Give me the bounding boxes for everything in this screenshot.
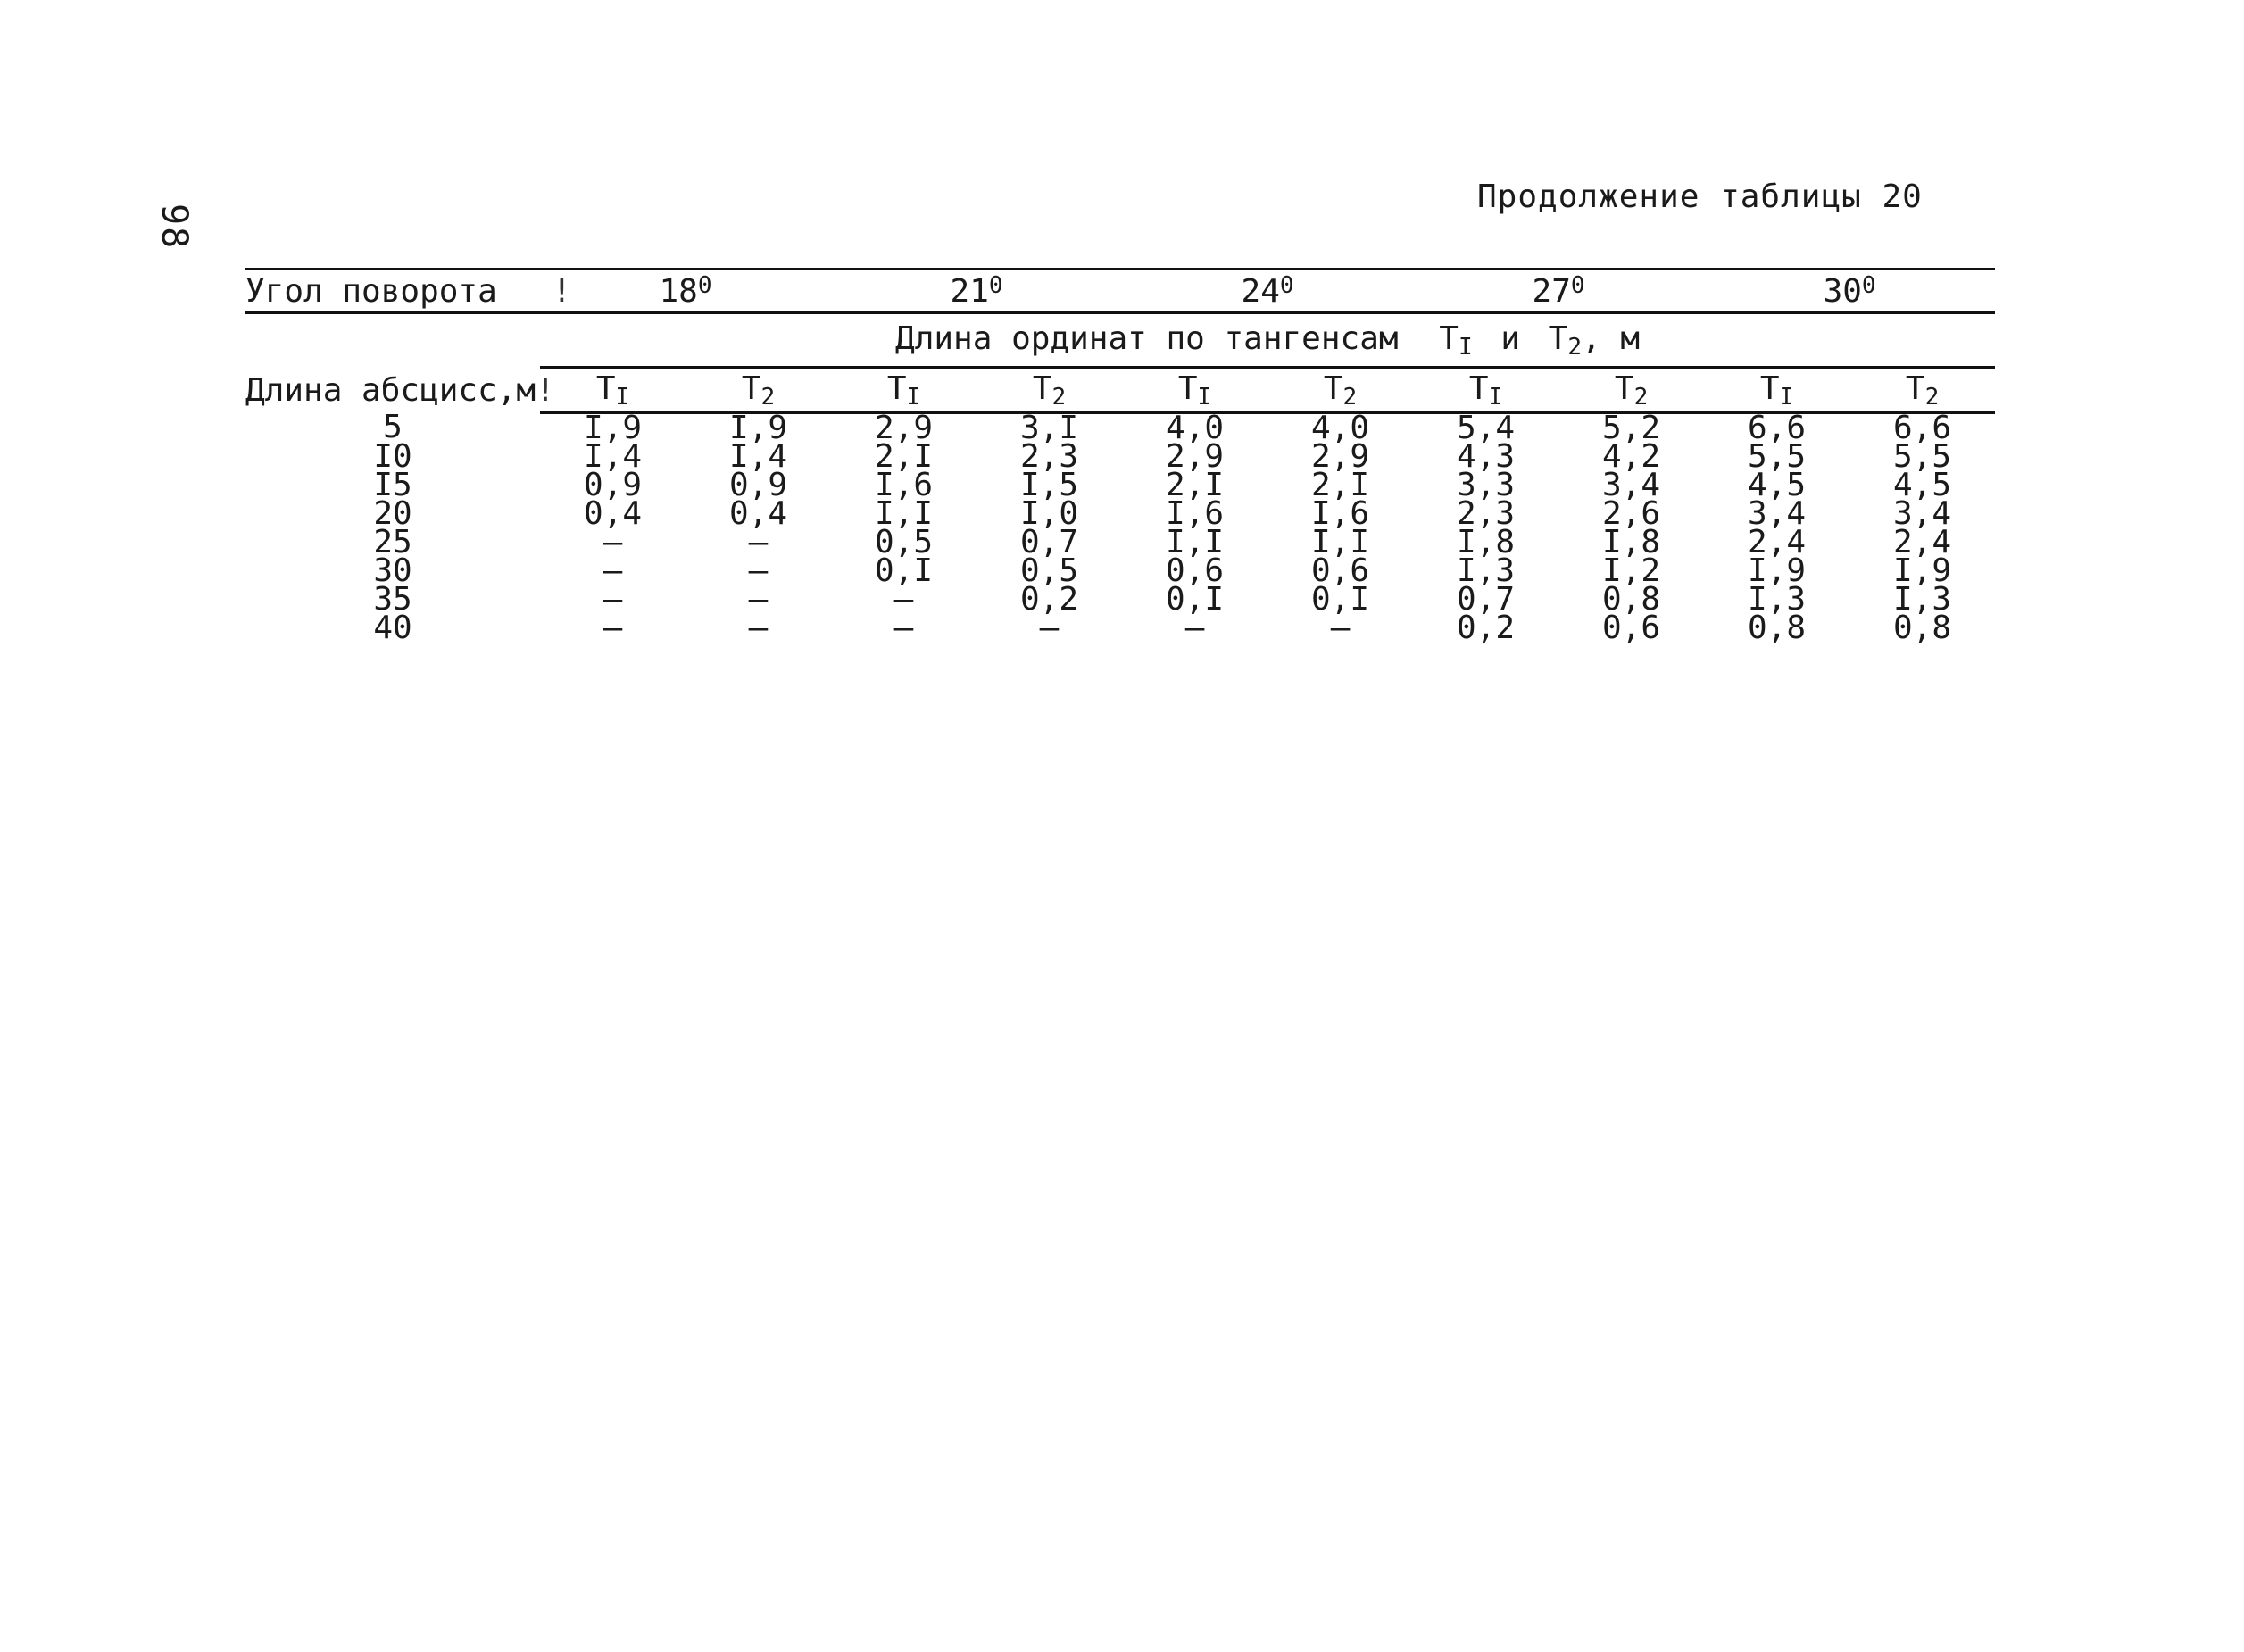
abscissa-cell: 30 <box>373 552 412 589</box>
tangent-header: $T_I$ <box>1122 368 1267 413</box>
value-cell: I,3 <box>1457 552 1516 589</box>
value-cell: – <box>1039 610 1060 646</box>
value-cell: 0,6 <box>1166 552 1225 589</box>
value-cell: 6,6 <box>1893 410 1952 446</box>
value-cell: 2,I <box>1311 467 1370 503</box>
angle-header-27 <box>1413 270 1704 313</box>
page-number: 98 <box>154 203 195 251</box>
table-row <box>245 614 1995 643</box>
table-row <box>245 528 1995 557</box>
angle-value: 18 <box>659 273 698 310</box>
value-cell: I,3 <box>1893 581 1952 618</box>
x-axis-label: Длина абсцисс,м <box>245 371 536 409</box>
value-cell: 2,3 <box>1020 438 1079 475</box>
value-cell: I,0 <box>1020 495 1079 532</box>
header-angle-row <box>245 270 1995 313</box>
angle-header-21 <box>831 270 1122 313</box>
span-title: Длина ординат по тангенсам <box>895 320 1399 357</box>
span-unit: , м <box>1582 320 1641 357</box>
abscissa-cell: 5 <box>383 409 403 446</box>
value-cell: 4,3 <box>1457 438 1516 475</box>
table-row <box>245 413 1995 444</box>
value-cell: 0,8 <box>1893 610 1952 646</box>
value-cell: I,5 <box>1020 467 1079 503</box>
value-cell: I,6 <box>1311 495 1370 532</box>
value-cell: – <box>603 610 623 646</box>
tangent-header: $T_I$ <box>1704 368 1849 413</box>
tangent-header: $T_2$ <box>1849 368 1995 413</box>
value-cell: I,I <box>1311 524 1370 560</box>
value-cell: 0,7 <box>1457 581 1516 618</box>
value-cell: 3,3 <box>1457 467 1516 503</box>
table-row <box>245 443 1995 471</box>
value-cell: 0,8 <box>1602 581 1661 618</box>
value-cell: 3,I <box>1020 410 1079 446</box>
value-cell: 2,3 <box>1457 495 1516 532</box>
value-cell: 5,2 <box>1602 410 1661 446</box>
value-cell: 0,6 <box>1311 552 1370 589</box>
value-cell: 0,2 <box>1020 581 1079 618</box>
abscissa-cell: 40 <box>373 610 412 646</box>
table-row <box>245 500 1995 528</box>
value-cell: 2,I <box>875 438 934 475</box>
value-cell: 0,5 <box>1020 552 1079 589</box>
value-cell: 4,5 <box>1748 467 1807 503</box>
tangent-header: $T_I$ <box>831 368 977 413</box>
header-row-label: Угол поворота <box>245 272 497 310</box>
abscissa-cell: I0 <box>373 438 412 475</box>
value-cell: 0,I <box>1166 581 1225 618</box>
value-cell: I,6 <box>1166 495 1225 532</box>
value-cell: I,8 <box>1457 524 1516 560</box>
value-cell: – <box>603 524 623 560</box>
angle-value: 30 <box>1823 273 1862 310</box>
value-cell: 0,9 <box>728 467 788 503</box>
table-caption: Продолжение таблицы 20 <box>1477 178 1923 215</box>
span-and: и <box>1500 320 1520 357</box>
abscissa-cell: 35 <box>373 581 412 618</box>
value-cell: 6,6 <box>1748 410 1807 446</box>
degree-sign: 0 <box>988 272 1003 299</box>
value-cell: 0,4 <box>728 495 788 532</box>
separator: ! <box>536 371 555 409</box>
abscissa-cell: I5 <box>373 467 412 503</box>
value-cell: I,9 <box>728 410 788 446</box>
value-cell: I,I <box>875 495 934 532</box>
value-cell: 3,4 <box>1893 495 1952 532</box>
value-cell: – <box>1330 610 1351 646</box>
value-cell: – <box>748 610 769 646</box>
header-row-label-cell <box>245 270 572 313</box>
data-table-container <box>245 268 1995 646</box>
x-label-cell <box>245 368 555 413</box>
value-cell: 0,6 <box>1602 610 1661 646</box>
degree-sign: 0 <box>1861 272 1876 299</box>
header-span-row <box>245 313 1995 368</box>
table-body <box>245 409 1995 646</box>
value-cell: – <box>748 552 769 589</box>
value-cell: 4,2 <box>1602 438 1661 475</box>
value-cell: 4,0 <box>1166 410 1225 446</box>
abscissa-cell: 25 <box>373 524 412 560</box>
separator: ! <box>552 272 572 310</box>
value-cell: I,9 <box>1893 552 1952 589</box>
value-cell: 4,5 <box>1893 467 1952 503</box>
value-cell: – <box>748 524 769 560</box>
value-cell: 0,8 <box>1748 610 1807 646</box>
value-cell: – <box>1184 610 1205 646</box>
value-cell: I,I <box>1166 524 1225 560</box>
table-row <box>245 585 1995 614</box>
value-cell: 5,5 <box>1893 438 1952 475</box>
angle-value: 24 <box>1241 273 1280 310</box>
value-cell: I,4 <box>728 438 788 475</box>
value-cell: – <box>603 552 623 589</box>
table-row <box>245 471 1995 500</box>
tangent-header: $T_2$ <box>1267 368 1413 413</box>
value-cell: 5,5 <box>1748 438 1807 475</box>
value-cell: 0,2 <box>1457 610 1516 646</box>
value-cell: I,8 <box>1602 524 1661 560</box>
value-cell: 3,4 <box>1602 467 1661 503</box>
value-cell: 2,6 <box>1602 495 1661 532</box>
value-cell: 5,4 <box>1457 410 1516 446</box>
value-cell: 0,9 <box>583 467 643 503</box>
tangent-header: $T_2$ <box>1558 368 1704 413</box>
empty-cell <box>245 313 540 368</box>
degree-sign: 0 <box>1279 272 1294 299</box>
angle-value: 21 <box>950 273 989 310</box>
table-row <box>245 557 1995 585</box>
value-cell: 3,4 <box>1748 495 1807 532</box>
value-cell: 0,I <box>1311 581 1370 618</box>
value-cell: – <box>603 581 623 618</box>
degree-sign: 0 <box>1570 272 1585 299</box>
angle-header-24 <box>1122 270 1413 313</box>
value-cell: 0,5 <box>875 524 934 560</box>
value-cell: I,9 <box>1748 552 1807 589</box>
abscissa-cell: 20 <box>373 495 412 532</box>
value-cell: 0,4 <box>583 495 643 532</box>
value-cell: I,2 <box>1602 552 1661 589</box>
value-cell: 2,9 <box>875 410 934 446</box>
value-cell: 2,4 <box>1893 524 1952 560</box>
tangent-header: $T_I$ <box>1413 368 1558 413</box>
value-cell: 0,I <box>875 552 934 589</box>
tangent-header: $T_I$ <box>540 368 686 413</box>
data-table <box>245 268 1995 646</box>
angle-header-30 <box>1704 270 1995 313</box>
span-t1: $T_I$ <box>1439 320 1473 361</box>
value-cell: 2,I <box>1166 467 1225 503</box>
angle-header-18 <box>540 270 831 313</box>
ordinate-span-header <box>540 313 1995 368</box>
value-cell: 2,9 <box>1166 438 1225 475</box>
value-cell: I,9 <box>583 410 643 446</box>
value-cell: 0,7 <box>1020 524 1079 560</box>
angle-value: 27 <box>1532 273 1571 310</box>
value-cell: 2,4 <box>1748 524 1807 560</box>
span-t2: $T_2$ <box>1548 320 1582 361</box>
tangent-header: $T_2$ <box>686 368 831 413</box>
degree-sign: 0 <box>697 272 712 299</box>
value-cell: – <box>893 610 914 646</box>
value-cell: – <box>748 581 769 618</box>
header-tangent-row <box>245 368 1995 413</box>
value-cell: I,4 <box>583 438 643 475</box>
value-cell: 2,9 <box>1311 438 1370 475</box>
value-cell: 4,0 <box>1311 410 1370 446</box>
tangent-header: $T_2$ <box>977 368 1122 413</box>
value-cell: I,3 <box>1748 581 1807 618</box>
value-cell: I,6 <box>875 467 934 503</box>
value-cell: – <box>893 581 914 618</box>
